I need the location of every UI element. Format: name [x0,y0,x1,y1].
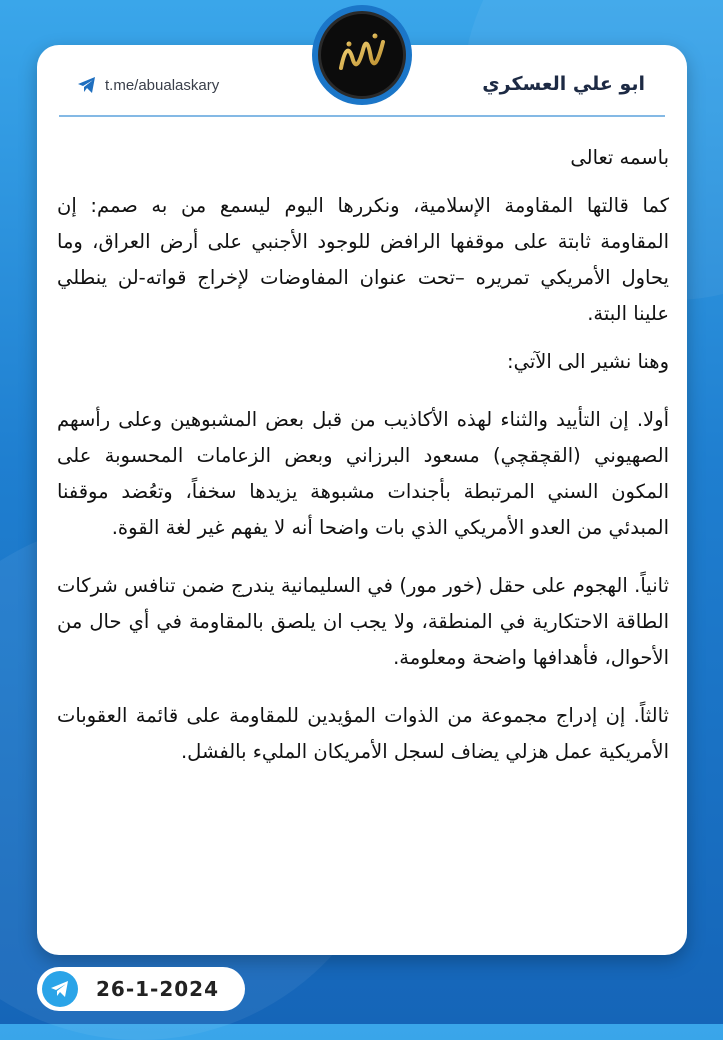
channel-logo [312,5,412,105]
allahu-akbar-calligraphy-icon [327,20,397,90]
date-badge [37,967,245,1011]
statement-card [37,45,687,955]
telegram-icon[interactable] [42,971,78,1007]
point-1-paragraph: أولا. إن التأييد والثناء لهذه الأكاذيب من قبل بعض المشبوهين وعلى رأسهم الصهيوني (القچقچي) مسعود البرزاني وبعض الزعامات المحسوبة على المكون السني المرتبطة بأجندات مشبوهة يزيدها سخفاً، وتعُضد موقفنا المبدئي من العدو الأمريكي الذي بات واضحا أنه لا يفهم غير لغة القوة. [57,408,669,539]
channel-name: ابو علي العسكري [482,73,645,95]
intro-paragraph: كما قالتها المقاومة الإسلامية، ونكررها اليوم ليسمع من به صمم: إن المقاومة ثابتة على موقفها الرافض للوجود الأجنبي على أرض العراق، وما يحاول الأمريكي تمريره –تحت عنوان المفاوضات لإخراج قواته-لن ينطلي علينا البتة. [57,194,669,325]
publish-date: 26-1-2024 [96,977,220,1001]
point-3-paragraph: ثالثاً. إن إدراج مجموعة من الذوات المؤيدين للمقاومة على قائمة العقوبات الأمريكية عمل هزلي يضاف لسجل الأمريكان المليء بالفشل. [57,704,669,763]
telegram-plane-icon [50,980,70,998]
calligraphy-emblem [318,11,406,99]
statement-body [57,140,669,792]
point-2-paragraph: ثانياً. الهجوم على حقل (خور مور) في السليمانية يندرج ضمن تنافس شركات الطاقة الاحتكارية في المنطقة، ولا يجب ان يلصق بالمقاومة في أي حال من الأحوال، فأهدافها واضحة ومعلومة. [57,574,669,669]
opening-line: باسمه تعالى [570,146,669,169]
telegram-link-text: t.me/abualaskary [105,76,220,94]
lead-in-line: وهنا نشير الى الآتي: [507,350,669,373]
telegram-plane-icon [77,76,97,94]
telegram-channel-link[interactable] [77,76,219,94]
header-divider [59,115,665,117]
